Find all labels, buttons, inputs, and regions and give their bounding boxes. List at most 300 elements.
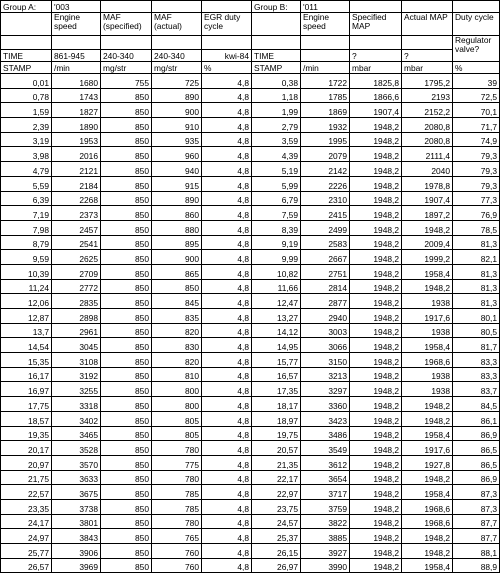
table-cell: 1995	[301, 132, 350, 147]
map-spec-unit: mbar	[350, 62, 402, 74]
table-cell: 86,1	[453, 411, 500, 426]
table-cell: 1948,2	[350, 411, 402, 426]
table-cell: 87,3	[453, 499, 500, 514]
table-cell: 3,59	[252, 132, 301, 147]
table-cell: 4,8	[202, 250, 252, 265]
table-cell: 850	[101, 558, 152, 573]
table-cell: 24,17	[1, 514, 52, 529]
table-row	[1, 382, 500, 397]
table-cell: 4,8	[202, 309, 252, 324]
table-cell: 3066	[301, 338, 350, 353]
table-cell: 71,7	[453, 118, 500, 133]
table-cell: 15,77	[252, 353, 301, 368]
table-cell: 70,1	[453, 103, 500, 118]
table-cell: 2751	[301, 264, 350, 279]
map-actual-unit: mbar	[402, 62, 453, 74]
table-cell: 850	[101, 279, 152, 294]
table-cell: 1907,4	[402, 191, 453, 206]
table-cell: 850	[101, 544, 152, 559]
table-cell: 3570	[52, 455, 101, 470]
table-cell: 5,59	[1, 176, 52, 191]
table-cell: 850	[101, 118, 152, 133]
table-cell: 83,3	[453, 367, 500, 382]
table-row	[1, 74, 500, 89]
table-cell: 2625	[52, 250, 101, 265]
table-cell: 4,8	[202, 426, 252, 441]
table-cell: 4,8	[202, 88, 252, 103]
table-cell: 4,8	[202, 132, 252, 147]
table-cell: 86,5	[453, 455, 500, 470]
table-cell: 20,17	[1, 441, 52, 456]
table-cell: 76,9	[453, 206, 500, 221]
engine-speed-header-a: Engine speed	[52, 13, 101, 36]
table-cell: 13,27	[252, 309, 301, 324]
header-row	[1, 13, 500, 36]
table-cell: 18,97	[252, 411, 301, 426]
table-cell: 12,87	[1, 309, 52, 324]
table-row	[1, 279, 500, 294]
table-cell: 3,19	[1, 132, 52, 147]
table-cell: 4,8	[202, 499, 252, 514]
table-cell: 4,8	[202, 279, 252, 294]
table-cell: 1948,2	[350, 294, 402, 309]
table-cell: 780	[152, 470, 202, 485]
table-cell: 3738	[52, 499, 101, 514]
table-cell: 79,3	[453, 162, 500, 177]
table-cell: 3150	[301, 353, 350, 368]
table-cell: 4,8	[202, 397, 252, 412]
spec-row	[1, 50, 500, 62]
table-cell: 1917,6	[402, 309, 453, 324]
table-cell: 845	[152, 294, 202, 309]
table-cell: 850	[101, 397, 152, 412]
table-row	[1, 544, 500, 559]
table-cell: 86,9	[453, 426, 500, 441]
table-cell: 1948,2	[350, 470, 402, 485]
table-cell: 4,8	[202, 441, 252, 456]
table-cell: 1948,2	[350, 441, 402, 456]
table-cell: 2142	[301, 162, 350, 177]
table-cell: 1927,8	[402, 455, 453, 470]
table-cell: 1948,2	[402, 279, 453, 294]
table-cell: 87,7	[453, 529, 500, 544]
table-cell: 11,24	[1, 279, 52, 294]
table-row	[1, 294, 500, 309]
table-cell: 1795,2	[402, 74, 453, 89]
table-cell: 3654	[301, 470, 350, 485]
duty-unit: %	[453, 62, 500, 74]
table-cell: 4,8	[202, 353, 252, 368]
table-cell: 4,8	[202, 485, 252, 500]
table-cell: 3843	[52, 529, 101, 544]
table-cell: 9,19	[252, 235, 301, 250]
egr-range: kwi-84	[202, 50, 252, 62]
table-row	[1, 411, 500, 426]
table-cell: 10,39	[1, 264, 52, 279]
table-row	[1, 397, 500, 412]
table-cell: 4,8	[202, 162, 252, 177]
table-row	[1, 132, 500, 147]
table-cell: 4,8	[202, 176, 252, 191]
table-cell: 79,3	[453, 176, 500, 191]
table-cell: 915	[152, 176, 202, 191]
egr-unit: %	[202, 62, 252, 74]
table-cell: 2457	[52, 220, 101, 235]
map-actual-range: ?	[402, 50, 453, 62]
duty-range: Regulator valve?	[453, 36, 500, 62]
table-cell: 850	[101, 485, 152, 500]
table-cell: 3990	[301, 558, 350, 573]
table-cell: 2080,8	[402, 132, 453, 147]
table-cell: 1958,4	[402, 338, 453, 353]
table-cell: 1948,2	[402, 544, 453, 559]
table-cell: 850	[101, 235, 152, 250]
table-cell: 14,54	[1, 338, 52, 353]
table-cell: 1948,2	[350, 558, 402, 573]
table-cell: 9,59	[1, 250, 52, 265]
table-cell: 3297	[301, 382, 350, 397]
table-cell: 10,82	[252, 264, 301, 279]
map-actual-header: Actual MAP	[402, 13, 453, 36]
table-cell: 4,8	[202, 367, 252, 382]
table-cell: 4,8	[202, 338, 252, 353]
table-cell: 24,57	[252, 514, 301, 529]
engine-speed-header-b: Engine speed	[301, 13, 350, 36]
table-cell: 1953	[52, 132, 101, 147]
table-cell: 775	[152, 455, 202, 470]
table-cell: 1825,8	[350, 74, 402, 89]
table-cell: 87,3	[453, 485, 500, 500]
table-cell: 6,39	[1, 191, 52, 206]
table-cell: 3255	[52, 382, 101, 397]
table-cell: 16,57	[252, 367, 301, 382]
table-cell: 1958,4	[402, 558, 453, 573]
table-cell: 1948,2	[350, 220, 402, 235]
table-cell: 17,75	[1, 397, 52, 412]
table-cell: 0,78	[1, 88, 52, 103]
table-cell: 2111,4	[402, 147, 453, 162]
table-cell: 4,8	[202, 382, 252, 397]
table-cell: 850	[101, 147, 152, 162]
table-cell: 8,79	[1, 235, 52, 250]
table-row	[1, 441, 500, 456]
table-cell: 1948,2	[350, 499, 402, 514]
table-cell: 86,5	[453, 441, 500, 456]
table-cell: 18,17	[252, 397, 301, 412]
table-cell: 3801	[52, 514, 101, 529]
table-row	[1, 353, 500, 368]
group-b-label: Group B:	[252, 1, 301, 13]
table-cell: 1938	[402, 367, 453, 382]
table-cell: 4,8	[202, 411, 252, 426]
table-cell: 81,3	[453, 264, 500, 279]
table-cell: 2040	[402, 162, 453, 177]
table-cell: 12,06	[1, 294, 52, 309]
table-cell: 23,75	[252, 499, 301, 514]
table-row	[1, 558, 500, 573]
table-cell: 895	[152, 235, 202, 250]
table-cell: 1948,2	[350, 162, 402, 177]
table-cell: 880	[152, 220, 202, 235]
table-cell: 4,8	[202, 206, 252, 221]
table-cell: 84,5	[453, 397, 500, 412]
table-cell: 780	[152, 514, 202, 529]
table-cell: 2877	[301, 294, 350, 309]
table-cell: 1948,2	[402, 220, 453, 235]
table-row	[1, 220, 500, 235]
table-cell: 4,8	[202, 514, 252, 529]
table-cell: 850	[101, 250, 152, 265]
table-cell: 20,57	[252, 441, 301, 456]
table-row	[1, 118, 500, 133]
table-cell: 1907,4	[350, 103, 402, 118]
table-cell: 850	[101, 206, 152, 221]
table-cell: 1,59	[1, 103, 52, 118]
table-cell: 1948,2	[350, 323, 402, 338]
table-cell: 850	[101, 499, 152, 514]
table-cell: 1968,6	[402, 514, 453, 529]
table-cell: 1932	[301, 118, 350, 133]
engine-speed-unit-a: /min	[52, 62, 101, 74]
table-cell: 890	[152, 191, 202, 206]
table-cell: 860	[152, 206, 202, 221]
table-cell: 16,17	[1, 367, 52, 382]
table-cell: 850	[101, 441, 152, 456]
table-cell: 2772	[52, 279, 101, 294]
table-cell: 850	[101, 529, 152, 544]
table-cell: 1958,4	[402, 264, 453, 279]
table-cell: 80,5	[453, 323, 500, 338]
table-cell: 7,98	[1, 220, 52, 235]
table-cell: 26,97	[252, 558, 301, 573]
table-row	[1, 206, 500, 221]
table-cell: 3612	[301, 455, 350, 470]
table-cell: 7,59	[252, 206, 301, 221]
table-row	[1, 514, 500, 529]
table-cell: 785	[152, 499, 202, 514]
table-cell: 820	[152, 353, 202, 368]
table-cell: 2193	[402, 88, 453, 103]
table-cell: 16,97	[1, 382, 52, 397]
table-cell: 81,3	[453, 294, 500, 309]
table-cell: 850	[101, 176, 152, 191]
table-cell: 850	[101, 191, 152, 206]
table-cell: 24,97	[1, 529, 52, 544]
egr-header: EGR duty cycle	[202, 13, 252, 36]
table-cell: 755	[101, 74, 152, 89]
table-cell: 3465	[52, 426, 101, 441]
table-cell: 1938	[402, 382, 453, 397]
table-row	[1, 103, 500, 118]
table-cell: 19,75	[252, 426, 301, 441]
table-cell: 3969	[52, 558, 101, 573]
table-cell: 1785	[301, 88, 350, 103]
table-cell: 765	[152, 529, 202, 544]
table-cell: 22,17	[252, 470, 301, 485]
table-cell: 23,35	[1, 499, 52, 514]
table-cell: 3927	[301, 544, 350, 559]
table-cell: 1948,2	[402, 397, 453, 412]
table-cell: 83,7	[453, 382, 500, 397]
table-cell: 850	[101, 470, 152, 485]
table-row	[1, 470, 500, 485]
table-cell: 25,77	[1, 544, 52, 559]
table-cell: 960	[152, 147, 202, 162]
table-cell: 1722	[301, 74, 350, 89]
unit-row	[1, 62, 500, 74]
table-cell: 1948,2	[402, 529, 453, 544]
table-cell: 1890	[52, 118, 101, 133]
table-cell: 2541	[52, 235, 101, 250]
data-rows	[1, 74, 500, 573]
table-cell: 2709	[52, 264, 101, 279]
table-cell: 81,3	[453, 235, 500, 250]
table-cell: 1948,2	[350, 367, 402, 382]
table-cell: 850	[101, 162, 152, 177]
table-cell: 21,35	[252, 455, 301, 470]
table-cell: 3906	[52, 544, 101, 559]
table-cell: 11,66	[252, 279, 301, 294]
maf-actual-header: MAF (actual)	[152, 13, 202, 36]
time-label-b: TIME	[252, 50, 301, 62]
table-cell: 2079	[301, 147, 350, 162]
table-cell: 14,95	[252, 338, 301, 353]
table-row	[1, 147, 500, 162]
map-spec-range: ?	[350, 50, 402, 62]
table-cell: 800	[152, 397, 202, 412]
group-a-code: '003	[52, 1, 101, 13]
table-cell: 2268	[52, 191, 101, 206]
table-cell: 13,7	[1, 323, 52, 338]
table-cell: 88,1	[453, 544, 500, 559]
table-cell: 1897,2	[402, 206, 453, 221]
table-cell: 1948,2	[350, 250, 402, 265]
table-cell: 74,9	[453, 132, 500, 147]
table-cell: 725	[152, 74, 202, 89]
table-row	[1, 323, 500, 338]
table-cell: 86,9	[453, 470, 500, 485]
table-cell: 4,8	[202, 529, 252, 544]
table-cell: 77,3	[453, 191, 500, 206]
table-cell: 26,15	[252, 544, 301, 559]
group-a-label: Group A:	[1, 1, 52, 13]
table-cell: 3045	[52, 338, 101, 353]
table-cell: 1,99	[252, 103, 301, 118]
table-cell: 1948,2	[350, 382, 402, 397]
table-cell: 830	[152, 338, 202, 353]
table-cell: 3423	[301, 411, 350, 426]
table-cell: 87,7	[453, 514, 500, 529]
table-row	[1, 455, 500, 470]
table-cell: 1948,2	[350, 309, 402, 324]
table-cell: 1,18	[252, 88, 301, 103]
table-cell: 14,12	[252, 323, 301, 338]
table-cell: 1978,8	[402, 176, 453, 191]
engine-speed-range: 861-945	[52, 50, 101, 62]
table-cell: 88,9	[453, 558, 500, 573]
group-row	[1, 1, 500, 13]
table-cell: 1968,6	[402, 353, 453, 368]
table-cell: 1827	[52, 103, 101, 118]
table-cell: 4,8	[202, 74, 252, 89]
table-cell: 1968,6	[402, 499, 453, 514]
table-cell: 22,97	[252, 485, 301, 500]
table-cell: 17,35	[252, 382, 301, 397]
table-cell: 1948,2	[350, 426, 402, 441]
table-cell: 3360	[301, 397, 350, 412]
table-cell: 3318	[52, 397, 101, 412]
table-cell: 2184	[52, 176, 101, 191]
table-cell: 20,97	[1, 455, 52, 470]
table-cell: 4,79	[1, 162, 52, 177]
table-cell: 2226	[301, 176, 350, 191]
table-cell: 850	[101, 411, 152, 426]
table-cell: 81,3	[453, 279, 500, 294]
table-cell: 850	[101, 88, 152, 103]
table-cell: 1948,2	[402, 411, 453, 426]
table-cell: 1948,2	[350, 338, 402, 353]
table-cell: 1948,2	[350, 191, 402, 206]
table-row	[1, 485, 500, 500]
duty-header: Duty cycle	[453, 13, 500, 36]
table-cell: 2016	[52, 147, 101, 162]
table-cell: 4,8	[202, 470, 252, 485]
table-cell: 850	[101, 514, 152, 529]
table-cell: 3192	[52, 367, 101, 382]
maf-actual-unit: mg/str	[152, 62, 202, 74]
table-cell: 910	[152, 118, 202, 133]
table-cell: 1948,2	[402, 470, 453, 485]
table-row	[1, 499, 500, 514]
table-cell: 22,57	[1, 485, 52, 500]
table-cell: 3759	[301, 499, 350, 514]
table-cell: 805	[152, 426, 202, 441]
table-cell: 83,3	[453, 353, 500, 368]
table-cell: 8,39	[252, 220, 301, 235]
range-row	[1, 36, 500, 50]
table-row	[1, 338, 500, 353]
table-cell: 2499	[301, 220, 350, 235]
table-cell: 850	[101, 264, 152, 279]
table-cell: 3549	[301, 441, 350, 456]
maf-spec-range: 240-340	[101, 50, 152, 62]
table-cell: 5,19	[252, 162, 301, 177]
table-cell: 1948,2	[350, 235, 402, 250]
table-cell: 850	[152, 279, 202, 294]
table-cell: 4,8	[202, 264, 252, 279]
table-cell: 1948,2	[350, 147, 402, 162]
table-cell: 25,37	[252, 529, 301, 544]
table-cell: 1948,2	[350, 118, 402, 133]
table-cell: 900	[152, 250, 202, 265]
table-cell: 3717	[301, 485, 350, 500]
engine-speed-unit-b: /min	[301, 62, 350, 74]
table-cell: 4,8	[202, 455, 252, 470]
time-label-a: TIME	[1, 50, 52, 62]
table-cell: 15,35	[1, 353, 52, 368]
table-cell: 1869	[301, 103, 350, 118]
table-cell: 21,75	[1, 470, 52, 485]
table-cell: 3822	[301, 514, 350, 529]
table-cell: 835	[152, 309, 202, 324]
table-cell: 900	[152, 103, 202, 118]
table-cell: 1917,6	[402, 441, 453, 456]
table-cell: 1948,2	[350, 455, 402, 470]
table-cell: 1743	[52, 88, 101, 103]
table-cell: 3,98	[1, 147, 52, 162]
table-cell: 2583	[301, 235, 350, 250]
table-cell: 1948,2	[350, 279, 402, 294]
